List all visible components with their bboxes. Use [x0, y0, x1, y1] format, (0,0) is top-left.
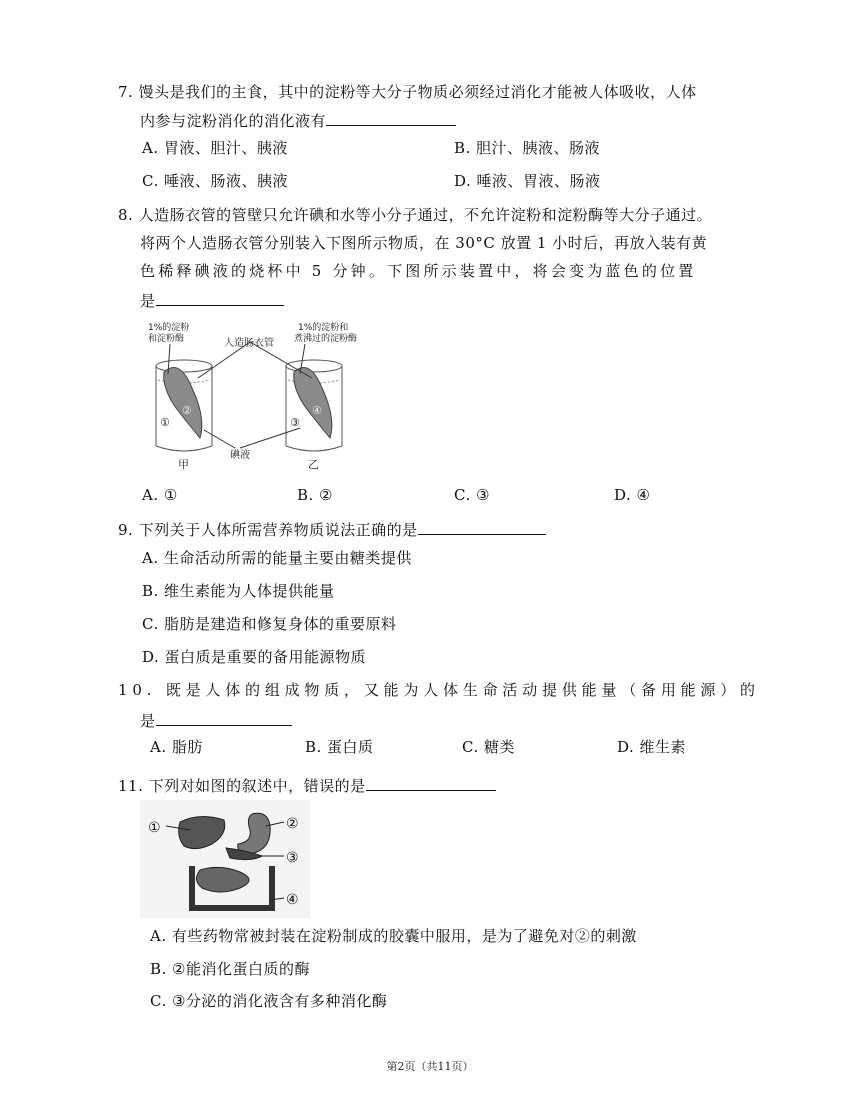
q11-option-c: C. ③分泌的消化液含有多种消化酶 — [150, 992, 388, 1010]
fig11-marker-3: ③ — [286, 850, 299, 866]
q8-option-b: B. ② — [297, 486, 334, 504]
q10-stem-line2 — [140, 709, 292, 731]
q10-stem-text: 是 — [140, 712, 156, 730]
fig-right-label-1: 1%的淀粉和 — [298, 323, 349, 333]
q10-stem-line1: 10. 既是人体的组成物质，又能为人体生命活动提供能量（备用能源）的 — [118, 681, 760, 699]
fig-right-label-2: 煮沸过的淀粉酶 — [294, 334, 358, 344]
q10-option-b: B. 蛋白质 — [305, 738, 374, 756]
q11-stem-text: 11. 下列对如图的叙述中，错误的是 — [118, 777, 366, 795]
fig-left-label-1: 1%的淀粉 — [148, 323, 190, 333]
fig-left-label-2: 和淀粉酶 — [148, 334, 185, 344]
q7-option-b: B. 胆汁、胰液、肠液 — [454, 139, 601, 157]
q8-option-a: A. ① — [142, 486, 178, 504]
fig-jia-label: 甲 — [178, 458, 189, 471]
page-footer: 第2页（共11页） — [386, 1060, 474, 1073]
q9-stem — [118, 518, 546, 540]
q7-stem-line2 — [140, 109, 456, 131]
q8-stem-line3: 色稀释碘液的烧杯中 5 分钟。下图所示装置中，将会变为蓝色的位置 — [140, 262, 697, 280]
q11-option-a: A. 有些药物常被封装在淀粉制成的胶囊中服用，是为了避免对②的刺激 — [150, 927, 637, 945]
q9-option-a: A. 生命活动所需的能量主要由糖类提供 — [142, 549, 412, 567]
q8-option-d: D. ④ — [614, 486, 651, 504]
q8-answer-blank — [156, 289, 284, 306]
q11-option-b: B. ②能消化蛋白质的酶 — [150, 960, 311, 978]
q9-answer-blank — [418, 518, 546, 535]
fig-marker-4: ④ — [312, 404, 322, 417]
fig-marker-2: ② — [182, 404, 192, 417]
q8-option-c: C. ③ — [454, 486, 490, 504]
q7-answer-blank — [326, 109, 456, 126]
q9-stem-text: 9. 下列关于人体所需营养物质说法正确的是 — [118, 521, 418, 539]
fig11-marker-2: ② — [286, 816, 299, 832]
q7-option-d: D. 唾液、胃液、肠液 — [454, 172, 601, 190]
q8-stem-text: 是 — [140, 292, 156, 310]
fig11-marker-4: ④ — [286, 892, 299, 908]
q8-stem-line2: 将两个人造肠衣管分别装入下图所示物质，在 30°C 放置 1 小时后，再放入装有黄 — [140, 234, 708, 252]
q7-option-a: A. 胃液、胆汁、胰液 — [142, 139, 288, 157]
q10-answer-blank — [156, 709, 292, 726]
q10-option-a: A. 脂肪 — [150, 738, 203, 756]
fig11-marker-1: ① — [148, 820, 161, 836]
fig-yi-label: 乙 — [308, 458, 319, 471]
q9-option-d: D. 蛋白质是重要的备用能源物质 — [142, 648, 367, 666]
fig-marker-1: ① — [160, 416, 170, 429]
q8-stem-line1: 8. 人造肠衣管的管壁只允许碘和水等小分子通过，不允许淀粉和淀粉酶等大分子通过。 — [118, 206, 713, 224]
q11-answer-blank — [366, 774, 496, 791]
q7-stem-line1: 7. 馒头是我们的主食，其中的淀粉等大分子物质必须经过消化才能被人体吸收，人体 — [118, 83, 697, 101]
q9-option-b: B. 维生素能为人体提供能量 — [142, 582, 335, 600]
q10-option-c: C. 糖类 — [462, 738, 515, 756]
fig-marker-3: ③ — [290, 416, 300, 429]
fig-iodine-label: 碘液 — [230, 450, 250, 461]
q7-option-c: C. 唾液、肠液、胰液 — [142, 172, 288, 190]
q10-option-d: D. 维生素 — [617, 738, 687, 756]
fig-tube-label: 人造肠衣管 — [224, 338, 274, 349]
q11-stem — [118, 774, 496, 796]
q8-stem-line4 — [140, 289, 284, 311]
q9-option-c: C. 脂肪是建造和修复身体的重要原料 — [142, 615, 397, 633]
q7-stem-text: 内参与淀粉消化的消化液有 — [140, 112, 327, 130]
q8-beaker-figure — [140, 318, 370, 473]
q11-digestive-figure — [140, 800, 310, 918]
